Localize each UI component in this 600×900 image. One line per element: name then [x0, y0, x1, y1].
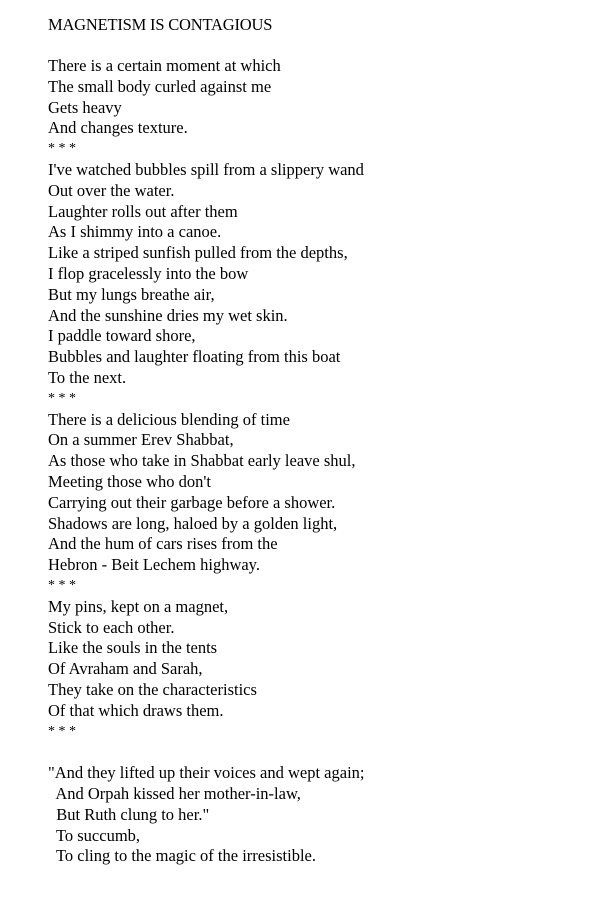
poem-line: Of that which draws them. [48, 700, 224, 720]
poem-line: The small body curled against me [48, 76, 272, 96]
poem-line: To succumb, [48, 825, 141, 845]
stanza-3 [48, 410, 588, 576]
poem-line: There is a delicious blending of time [48, 409, 290, 429]
stanza-2 [48, 160, 588, 389]
stanza-separator: * * * [48, 577, 76, 593]
stanza-separator: * * * [48, 141, 76, 157]
poem-line: To the next. [48, 367, 127, 387]
stanza-4 [48, 597, 588, 722]
poem-line: My pins, kept on a magnet, [48, 596, 229, 616]
poem-line: I paddle toward shore, [48, 326, 196, 346]
poem-line: But my lungs breathe air, [48, 284, 215, 304]
poem-title: MAGNETISM IS CONTAGIOUS [48, 15, 273, 34]
poem-line: And the sunshine dries my wet skin. [48, 305, 288, 325]
poem-line: Meeting those who don't [48, 471, 211, 491]
poem-line: Stick to each other. [48, 617, 175, 637]
poem-line: As I shimmy into a canoe. [48, 222, 222, 242]
poem-line: Laughter rolls out after them [48, 201, 238, 221]
poem-line: Like the souls in the tents [48, 638, 218, 658]
stanza-1 [48, 56, 588, 139]
poem-line: On a summer Erev Shabbat, [48, 430, 234, 450]
poem-line: I've watched bubbles spill from a slippery wand [48, 159, 364, 179]
poem-line: There is a certain moment at which [48, 56, 281, 75]
poem-line: But Ruth clung to her." [48, 804, 210, 824]
poem-line: Bubbles and laughter floating from this boat [48, 347, 341, 367]
poem-line: As those who take in Shabbat early leave shul, [48, 451, 356, 471]
poem-line: Of Avraham and Sarah, [48, 659, 203, 679]
poem-line: And Orpah kissed her mother-in-law, [48, 784, 301, 804]
poem-line: And changes texture. [48, 118, 188, 138]
stanza-5 [48, 763, 588, 867]
poem-line: Out over the water. [48, 180, 175, 200]
stanza-separator: * * * [48, 390, 76, 406]
poem-line: Carrying out their garbage before a shower. [48, 492, 336, 512]
poem-line: Hebron - Beit Lechem highway. [48, 555, 260, 575]
stanza-separator: * * * [48, 723, 76, 739]
poem-line: And the hum of cars rises from the [48, 534, 278, 554]
poem-line: I flop gracelessly into the bow [48, 263, 249, 283]
quote-gap [48, 742, 588, 763]
poem-page [48, 14, 588, 867]
poem-line: Shadows are long, haloed by a golden light, [48, 513, 338, 533]
poem-line: Like a striped sunfish pulled from the depths, [48, 243, 348, 263]
poem-line: "And they lifted up their voices and wept again; [48, 763, 365, 783]
title-gap [48, 35, 588, 56]
poem-line: To cling to the magic of the irresistible. [48, 846, 316, 866]
poem-line: Gets heavy [48, 97, 122, 117]
poem-line: They take on the characteristics [48, 679, 257, 699]
